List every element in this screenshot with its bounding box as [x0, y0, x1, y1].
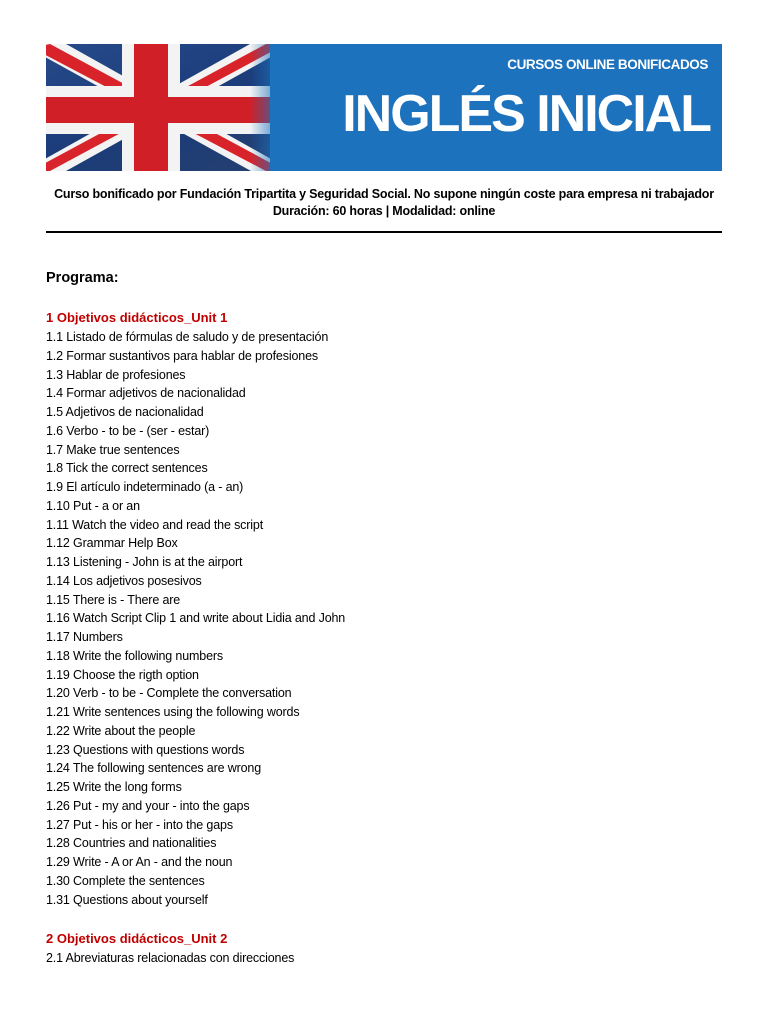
topic-item: 1.12 Grammar Help Box	[46, 536, 178, 551]
topic-item: 1.16 Watch Script Clip 1 and write about Lidia and John	[46, 611, 346, 626]
unit-1-heading: 1 Objetivos didácticos_Unit 1	[46, 310, 228, 325]
topic-item: 1.22 Write about the people	[46, 723, 196, 738]
topic-item: 1.14 Los adjetivos posesivos	[46, 573, 202, 588]
topic-item: 1.7 Make true sentences	[46, 442, 180, 457]
banner-subtitle: CURSOS ONLINE BONIFICADOS	[507, 57, 708, 72]
topic-item: 1.4 Formar adjetivos de nacionalidad	[46, 386, 246, 401]
course-funding-info: Curso bonificado por Fundación Tripartita y Seguridad Social. No supone ningún coste para empresa ni trabajador	[54, 187, 714, 201]
unit-2-topic-list	[46, 949, 294, 968]
course-banner	[46, 44, 722, 171]
topic-item: 1.9 El artículo indeterminado (a - an)	[46, 480, 244, 494]
topic-item: 1.27 Put - his or her - into the gaps	[46, 817, 233, 832]
topic-item: 1.25 Write the long forms	[46, 780, 182, 794]
banner-title: INGLÉS INICIAL	[342, 85, 710, 143]
topic-item: 1.29 Write - A or An - and the noun	[46, 855, 233, 869]
divider-line	[46, 231, 722, 233]
topic-item: 1.30 Complete the sentences	[46, 873, 205, 888]
topic-item: 1.13 Listening - John is at the airport	[46, 555, 243, 569]
topic-item: 1.19 Choose the rigth option	[46, 667, 199, 682]
topic-item: 1.28 Countries and nationalities	[46, 836, 217, 851]
topic-item: 1.1 Listado de fórmulas de saludo y de presentación	[46, 330, 329, 344]
topic-item: 1.3 Hablar de profesiones	[46, 367, 186, 382]
topic-item: 1.17 Numbers	[46, 630, 123, 644]
topic-item: 1.23 Questions with questions words	[46, 742, 245, 757]
topic-item: 2.1 Abreviaturas relacionadas con direcciones	[46, 951, 295, 965]
unit-1-topic-list	[46, 328, 345, 909]
topic-item: 1.18 Write the following numbers	[46, 648, 224, 663]
topic-item: 1.2 Formar sustantivos para hablar de profesiones	[46, 348, 318, 363]
topic-item: 1.31 Questions about yourself	[46, 892, 208, 907]
topic-item: 1.21 Write sentences using the following words	[46, 705, 300, 719]
topic-item: 1.24 The following sentences are wrong	[46, 761, 262, 776]
topic-item: 1.15 There is - There are	[46, 592, 181, 607]
topic-item: 1.11 Watch the video and read the script	[46, 517, 264, 532]
union-jack-flag-image	[46, 44, 270, 171]
course-duration-info: Duración: 60 horas | Modalidad: online	[272, 204, 496, 218]
program-heading: Programa:	[46, 270, 119, 286]
topic-item: 1.5 Adjetivos de nacionalidad	[46, 405, 204, 419]
topic-item: 1.26 Put - my and your - into the gaps	[46, 798, 250, 813]
topic-item: 1.20 Verb - to be - Complete the conversation	[46, 686, 292, 701]
topic-item: 1.6 Verbo - to be - (ser - estar)	[46, 423, 210, 438]
flag-fade-overlay	[250, 44, 270, 171]
unit-2-heading: 2 Objetivos didácticos_Unit 2	[46, 931, 228, 946]
topic-item: 1.8 Tick the correct sentences	[46, 461, 208, 476]
topic-item: 1.10 Put - a or an	[46, 498, 140, 513]
